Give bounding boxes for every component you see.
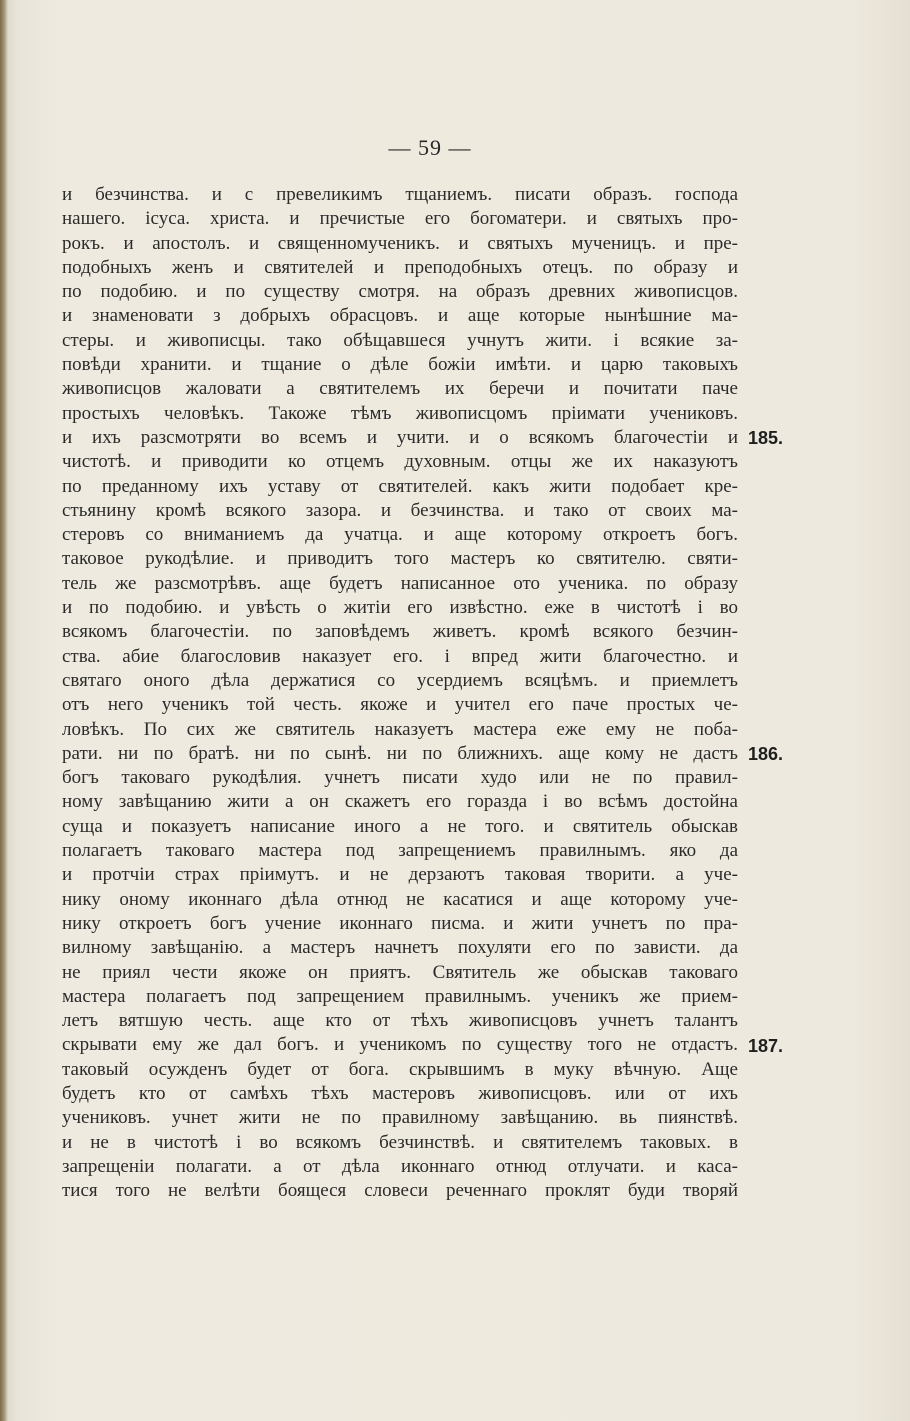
text-line: рокъ. и апостолъ. и священномученикъ. и святыхъ мученицъ. и пре- [62, 232, 738, 254]
text-line: стеровъ со вниманиемъ да учатца. и аще которому откроетъ богъ. [62, 524, 738, 546]
text-line: и ихъ разсмотряти во всемъ и учити. и о всякомъ благочестiи и [62, 426, 738, 448]
text-line: таковое рукодѣлие. и приводитъ того мастеръ ко святителю. святи- [62, 548, 738, 570]
text-line: простыхъ человѣкъ. Такоже тѣмъ живописцомъ прiимати учениковъ. [62, 402, 738, 424]
text-line: по преданному ихъ уставу от святителей. какъ жити подобает кре- [62, 475, 738, 497]
text-line: таковый осужденъ будет от бога. скрывшимъ в муку вѣчную. Аще [62, 1058, 738, 1080]
text-line: и знаменовати з добрыхъ обрасцовъ. и аще которые нынѣшние ма- [62, 305, 738, 327]
text-line: мастера полагаетъ под запрещением правилнымъ. ученикъ же прием- [62, 985, 738, 1007]
text-line: и по подобию. и увѣсть о житiи его извѣстно. еже в чистотѣ i во [62, 597, 738, 619]
text-line: нашего. iсуса. христа. и пречистые его богоматери. и святыхъ про- [62, 208, 738, 230]
text-line: ства. абие благословив наказует его. i впред жити благочестно. и [62, 645, 738, 667]
text-line: подобныхъ женъ и святителей и преподобныхъ отецъ. по образу и [62, 256, 738, 278]
text-line: и безчинства. и с превеликимъ тщаниемъ. писати образъ. господа [62, 184, 738, 205]
text-line: по подобию. и по существу смотря. на образъ древних живописцов. [62, 281, 738, 303]
text-line: полагаетъ таковаго мастера под запрещениемъ правилнымъ. яко да [62, 840, 738, 862]
text-line: отъ него ученикъ той честь. якоже и учител его паче простых че- [62, 694, 738, 716]
text-line: богъ таковаго рукодѣлия. учнетъ писати худо или не по правил- [62, 767, 738, 789]
text-line: учениковъ. учнет жити не по правилному завѣщанию. вь пиянствѣ. [62, 1107, 738, 1129]
text-line: нику откроетъ богъ учение иконнаго писма. и жити учнетъ по пра- [62, 912, 738, 934]
text-line: живописцов жаловати а святителемъ их беречи и почитати паче [62, 378, 738, 400]
page-number: — 59 — [388, 135, 472, 160]
body-text [62, 183, 738, 1203]
marginal-number: 185. [748, 428, 784, 448]
text-line: запрещенiи полагати. а от дѣла иконнаго отнюд отлучати. и каса- [62, 1155, 738, 1177]
text-line: скрывати ему же дал богъ. и ученикомъ по существу того не отдастъ. [62, 1034, 738, 1056]
text-line: стьянину кромѣ всякого зазора. и безчинства. и тако от своих ма- [62, 499, 738, 521]
text-line: всякомъ благочестiи. по заповѣдемъ живетъ. кромѣ всякого безчин- [62, 621, 738, 643]
text-line: рати. ни по братѣ. ни по сынѣ. ни по ближнихъ. аще кому не дастъ [62, 742, 738, 764]
text-line: не приял чести якоже он приятъ. Святитель же обыскав таковаго [62, 961, 738, 983]
text-line: святаго оного дѣла держатися со усердиемъ всяцѣмъ. и приемлетъ [62, 669, 738, 691]
text-line: летъ вятшую честь. аще кто от тѣхъ живописцовъ учнетъ талантъ [62, 1010, 738, 1032]
text-line: чистотѣ. и приводити ко отцемъ духовным. отцы же их наказуютъ [62, 451, 738, 473]
marginal-number: 187. [748, 1035, 784, 1056]
marginal-number: 186. [748, 743, 784, 764]
text-line: ному завѣщанию жити а он скажетъ его горазда i во всѣмъ достойна [62, 791, 738, 813]
text-line: ловѣкъ. По сих же святитель наказуетъ мастера еже ему не поба- [62, 718, 738, 740]
text-line: тель же разсмотрѣвъ. аще будетъ написанное ото ученика. по образу [62, 572, 738, 594]
text-line: нику оному иконнаго дѣла отнюд не касатися и аще которому уче- [62, 888, 738, 910]
text-line: тися того не велѣти боящеся словеси реченнаго проклят буди творяй [62, 1180, 738, 1202]
text-line: суща и показуетъ написание иного а не того. и святитель обыскав [62, 815, 738, 837]
text-line: и не в чистотѣ i во всякомъ безчинствѣ. и святителемъ таковых. в [62, 1131, 738, 1153]
text-line: будетъ кто от самѣхъ тѣхъ мастеровъ живописцовъ. или от ихъ [62, 1082, 738, 1104]
text-line: повѣди хранити. и тщание о дѣле божiи имѣти. и царю таковыхъ [62, 354, 738, 376]
book-spine-edge [0, 0, 8, 1421]
text-line: и протчiи страх прiимутъ. и не дерзаютъ таковая творити. а уче- [62, 864, 738, 886]
text-line: вилному завѣщанiю. а мастеръ начнетъ похуляти его по зависти. да [62, 937, 738, 959]
text-line: стеры. и живописцы. тако обѣщавшеся учнутъ жити. i всякие за- [62, 329, 738, 351]
